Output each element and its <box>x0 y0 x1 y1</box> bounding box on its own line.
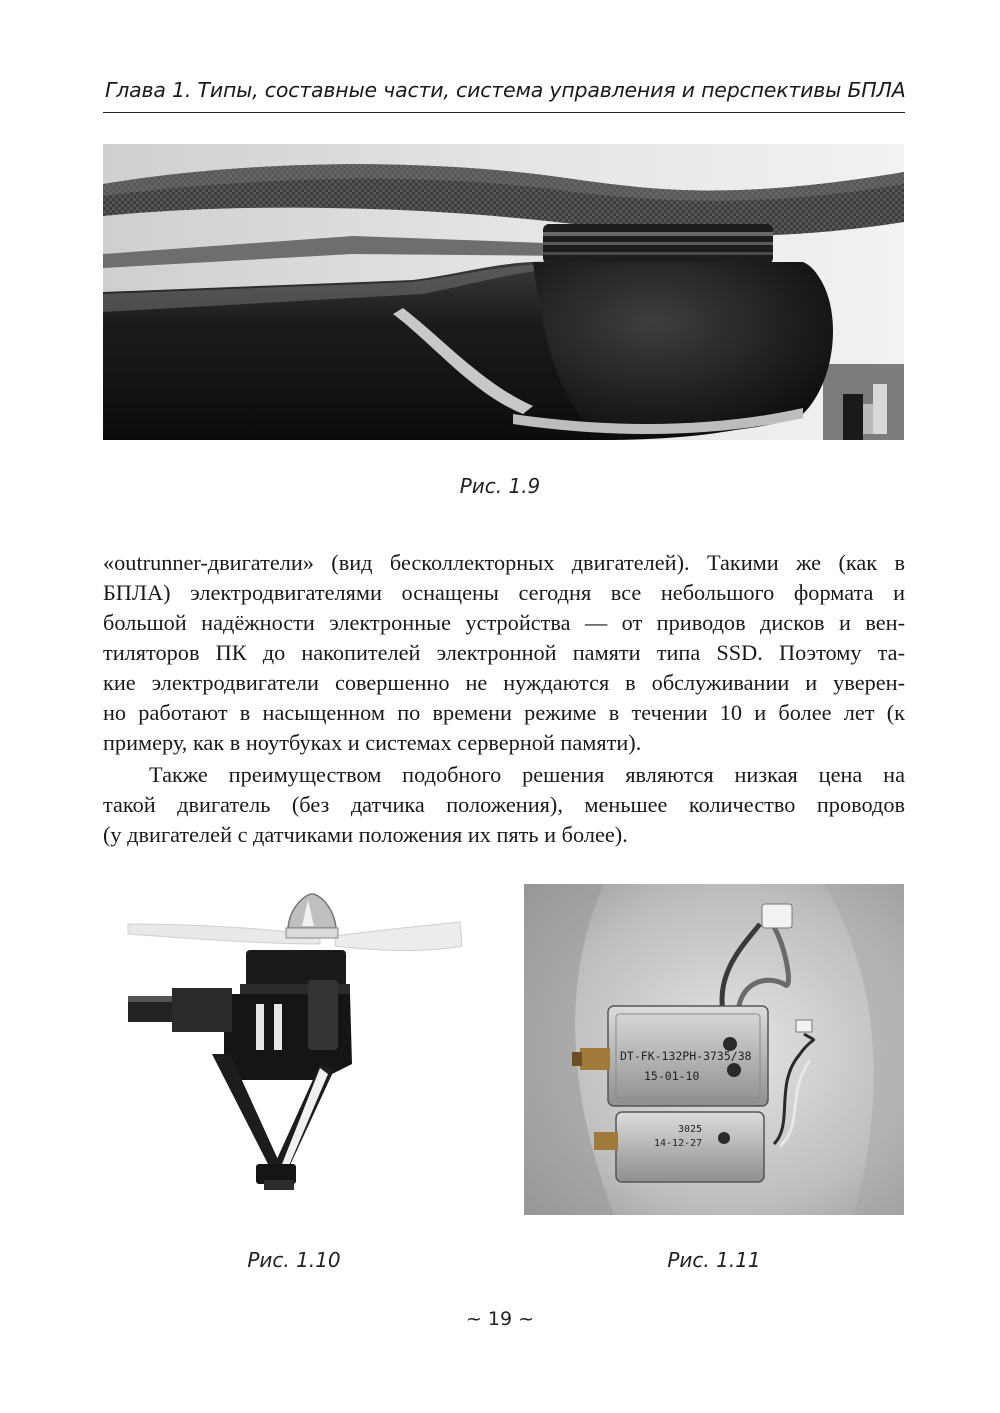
text-line: (у двигателей с датчиками положения их пять и более). <box>103 822 628 847</box>
text-line: такой двигатель (без датчика положения), меньшее количество проводов <box>103 792 905 817</box>
figure-1-10-photo <box>120 884 490 1214</box>
page-number: ~ 19 ~ <box>465 1308 535 1330</box>
header-rule <box>103 112 905 113</box>
body-text <box>103 548 905 850</box>
figure-1-11-photo <box>524 884 904 1215</box>
running-title: Глава 1. Типы, составные части, система управления и перспективы БПЛА <box>105 78 906 102</box>
paragraph-1 <box>103 548 905 758</box>
figure-1-9-caption: Рис. 1.9 <box>459 474 541 498</box>
text-line: кие электродвигатели совершенно не нуждаются в обслуживании и уверен- <box>103 670 905 695</box>
text-line: примеру, как в ноутбуках и системах серверной памяти). <box>103 730 642 755</box>
motor-label-small-line2: 14-12-27 <box>654 1138 703 1149</box>
text-line: тиляторов ПК до накопителей электронной памяти типа SSD. Поэтому та- <box>103 640 905 665</box>
figure-1-10-caption: Рис. 1.10 <box>247 1248 341 1272</box>
motor-label-line1: DT-FK-132PH-3735/38 <box>620 1049 752 1063</box>
text-line: Также преимуществом подобного решения являются низкая цена на <box>149 762 905 787</box>
motor-label-line2: 15-01-10 <box>644 1069 700 1083</box>
figure-1-11-caption: Рис. 1.11 <box>667 1248 761 1272</box>
motor-label-small-line1: 3025 <box>678 1124 703 1135</box>
text-line: «outrunner-двигатели» (вид бесколлекторных двигателей). Такими же (как в <box>103 550 905 575</box>
figure-1-9-photo <box>103 144 904 440</box>
text-line: БПЛА) электродвигателями оснащены сегодня все небольшого формата и <box>103 580 905 605</box>
paragraph-2 <box>103 760 905 850</box>
text-line: но работают в насыщенном по времени режиме в течении 10 и более лет (к <box>103 700 905 725</box>
text-line: большой надёжности электронные устройства — от приводов дисков и вен- <box>103 610 905 635</box>
